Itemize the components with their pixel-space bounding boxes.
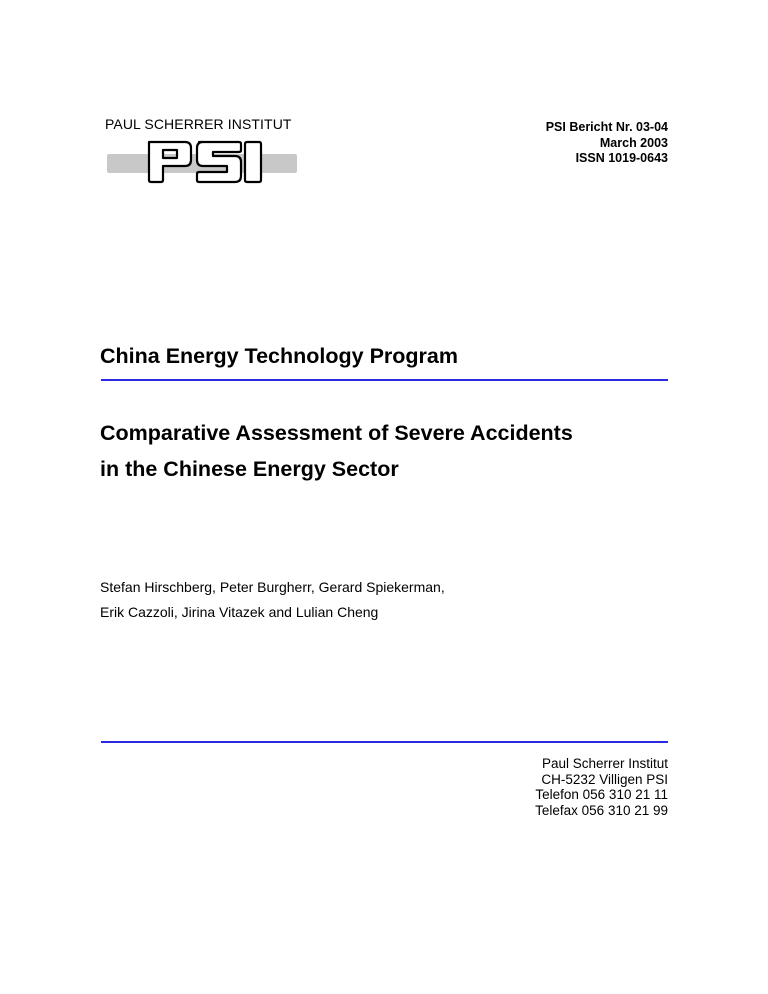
authors-line-2: Erik Cazzoli, Jirina Vitazek and Lulian Cheng — [100, 604, 379, 620]
psi-logo — [107, 140, 297, 185]
address-city: CH-5232 Villigen PSI — [541, 771, 668, 787]
institute-name: PAUL SCHERRER INSTITUT — [105, 116, 292, 132]
divider-bottom — [101, 741, 668, 743]
address-phone: Telefon 056 310 21 11 — [535, 787, 668, 802]
report-title-line-2: in the Chinese Energy Sector — [100, 457, 399, 481]
report-date: March 2003 — [599, 135, 668, 150]
report-title-line-1: Comparative Assessment of Severe Accidents — [100, 421, 573, 445]
address-fax: Telefax 056 310 21 99 — [535, 802, 668, 818]
program-title: China Energy Technology Program — [100, 344, 458, 368]
divider-top — [101, 379, 668, 381]
address-name: Paul Scherrer Institut — [541, 756, 668, 771]
authors-line-1: Stefan Hirschberg, Peter Burgherr, Gerard Spiekerman, — [100, 579, 445, 595]
report-issn: ISSN 1019-0643 — [575, 151, 668, 165]
report-meta — [546, 120, 668, 167]
institute-address — [535, 756, 668, 818]
report-number: PSI Bericht Nr. 03-04 — [545, 120, 668, 134]
